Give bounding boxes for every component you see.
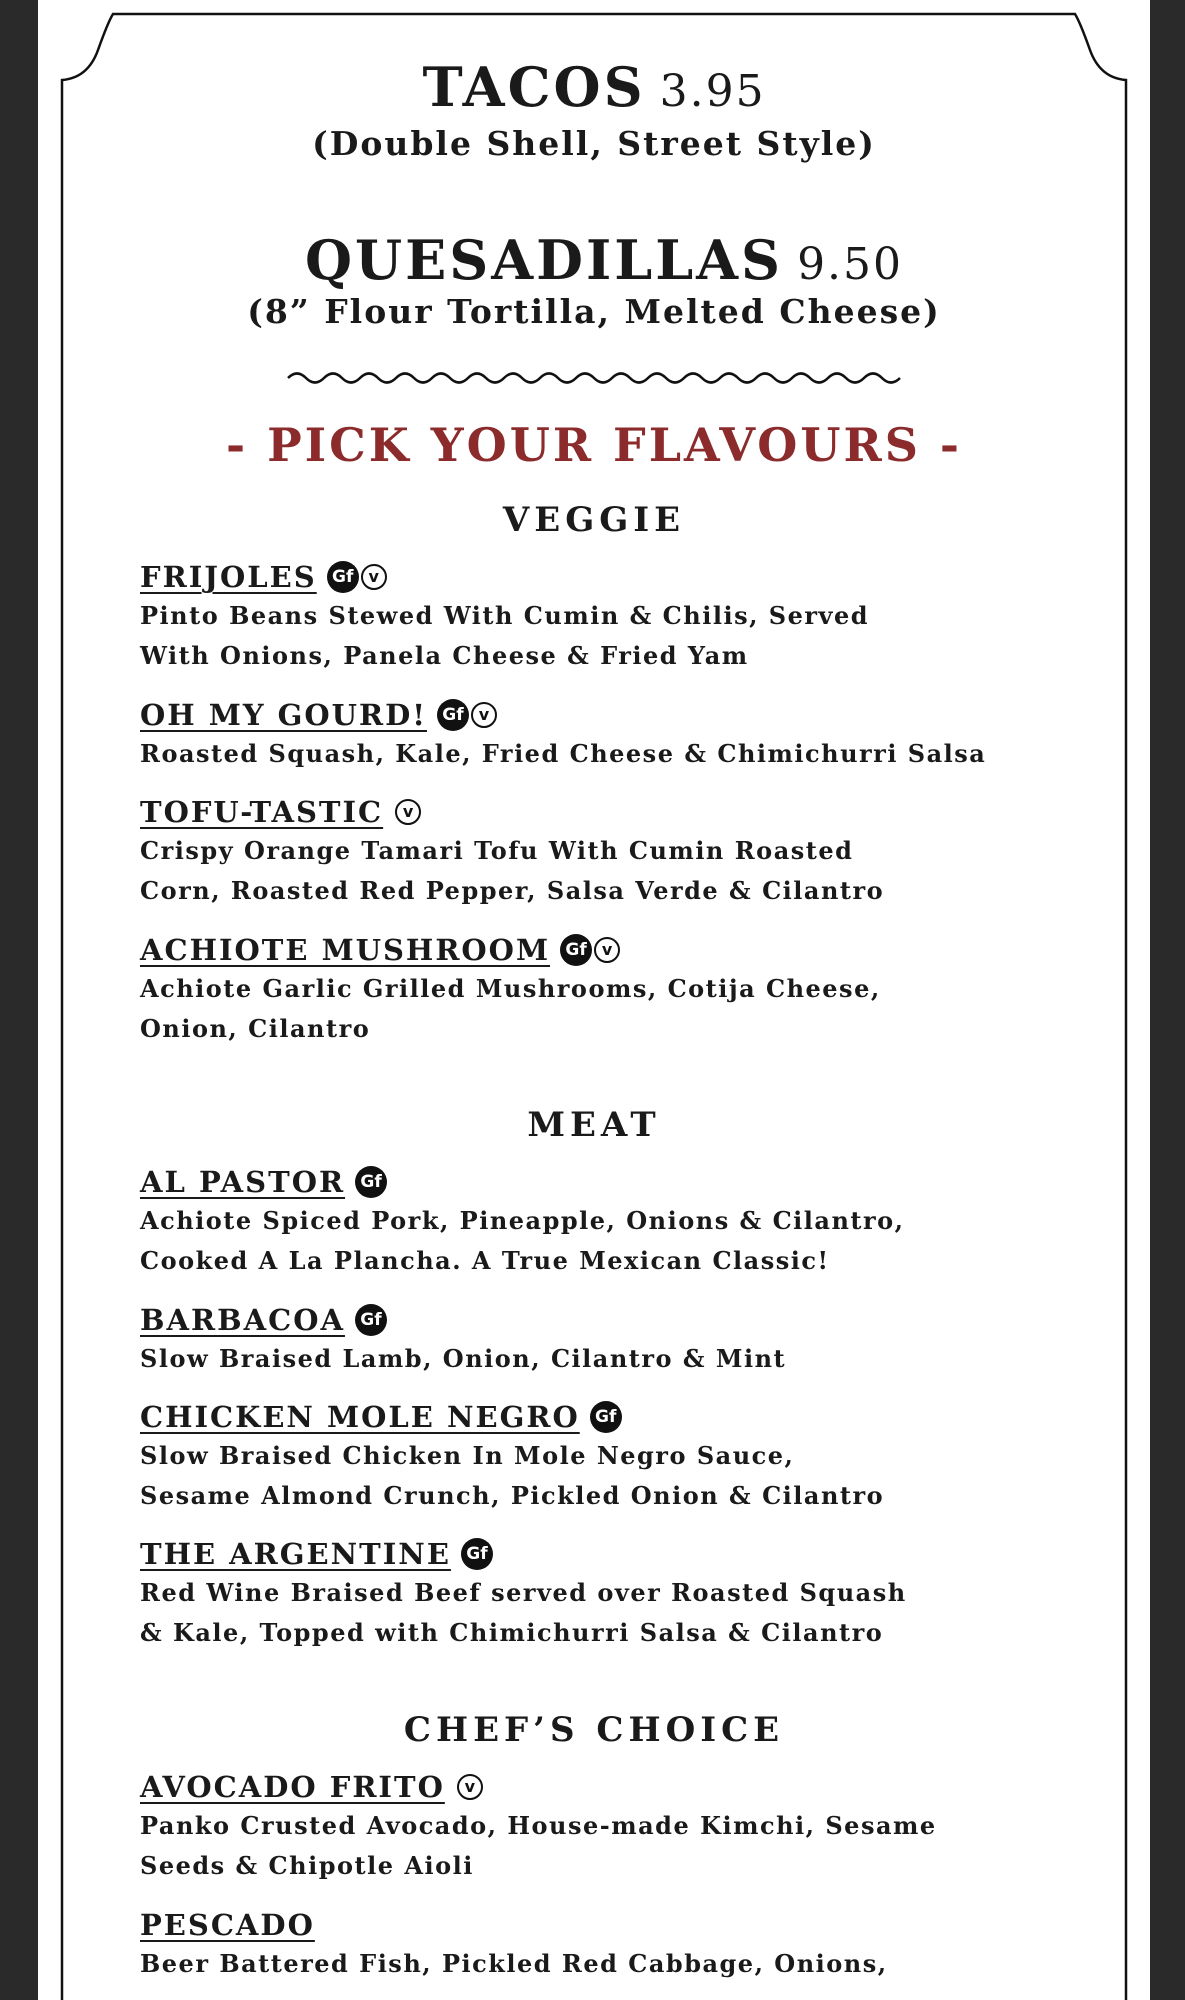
item-description <box>140 1436 1100 1516</box>
quesadillas-heading <box>38 228 1160 292</box>
description-line: Slow Braised Lamb, Onion, Cilantro & Mint <box>140 1344 787 1373</box>
description-line: Onion, Cilantro <box>140 1014 371 1043</box>
flavours-heading: - PICK YOUR FLAVOURS - <box>225 418 963 472</box>
description-line: Seeds & Chipotle Aioli <box>140 1851 474 1880</box>
menu-sheet <box>38 0 1150 2000</box>
vegetarian-icon: v <box>594 937 620 963</box>
description-line: Cooked A La Plancha. A True Mexican Classic! <box>140 1246 830 1275</box>
item-name: PESCADO <box>140 1908 315 1942</box>
item-name: THE ARGENTINE <box>140 1537 451 1571</box>
vegetarian-icon: v <box>471 702 497 728</box>
gluten-free-icon: Gf <box>560 934 592 966</box>
quesadillas-price: 9.50 <box>797 239 904 290</box>
gluten-free-icon: Gf <box>461 1538 493 1570</box>
wave-divider <box>288 374 900 383</box>
item-description <box>140 831 1100 911</box>
gluten-free-icon: Gf <box>437 699 469 731</box>
description-line: Achiote Garlic Grilled Mushrooms, Cotija Cheese, <box>140 974 881 1003</box>
description-line: Corn, Roasted Red Pepper, Salsa Verde & Cilantro <box>140 876 885 905</box>
description-line: Pinto Beans Stewed With Cumin & Chilis, Served <box>140 601 870 630</box>
item-description <box>140 734 1100 774</box>
item-description <box>140 596 1100 676</box>
item-name: FRIJOLES <box>140 560 317 594</box>
section-title-chefs-choice: CHEF’S CHOICE <box>403 1710 785 1750</box>
menu-item <box>140 1908 1100 1984</box>
gluten-free-icon: Gf <box>355 1304 387 1336</box>
menu-item <box>140 1770 1100 1886</box>
tacos-price: 3.95 <box>659 66 766 117</box>
item-name: OH MY GOURD! <box>140 698 427 732</box>
item-description <box>140 1944 1100 1984</box>
vegetarian-icon: v <box>395 799 421 825</box>
vegetarian-icon: v <box>361 564 387 590</box>
vegetarian-icon: v <box>457 1774 483 1800</box>
menu-item <box>140 1400 1100 1516</box>
menu-item <box>140 933 1100 1049</box>
quesadillas-name: QUESADILLAS <box>304 228 784 292</box>
description-line: Beer Battered Fish, Pickled Red Cabbage, Onions, <box>140 1949 888 1978</box>
description-line: With Onions, Panela Cheese & Fried Yam <box>140 641 749 670</box>
item-description <box>140 1806 1100 1886</box>
item-description <box>140 969 1100 1049</box>
menu-item <box>140 560 1100 676</box>
tacos-name: TACOS <box>422 55 646 119</box>
tacos-heading <box>38 55 1150 119</box>
description-line: Panko Crusted Avocado, House-made Kimchi, Sesame <box>140 1811 937 1840</box>
item-name: TOFU-TASTIC <box>140 795 384 829</box>
item-description <box>140 1201 1100 1281</box>
item-name: ACHIOTE MUSHROOM <box>140 933 551 967</box>
item-name: BARBACOA <box>140 1303 345 1337</box>
item-name: CHICKEN MOLE NEGRO <box>140 1400 580 1434</box>
description-line: Crispy Orange Tamari Tofu With Cumin Roasted <box>140 836 854 865</box>
menu-item <box>140 1537 1100 1653</box>
description-line: Roasted Squash, Kale, Fried Cheese & Chimichurri Salsa <box>140 739 987 768</box>
item-description <box>140 1339 1100 1379</box>
item-description <box>140 1573 1100 1653</box>
menu-item <box>140 1303 1100 1379</box>
description-line: Achiote Spiced Pork, Pineapple, Onions & Cilantro, <box>140 1206 905 1235</box>
section-title-veggie: VEGGIE <box>502 500 686 540</box>
gluten-free-icon: Gf <box>590 1401 622 1433</box>
menu-item <box>140 1165 1100 1281</box>
menu-item <box>140 698 1100 774</box>
section-title-meat: MEAT <box>527 1105 661 1145</box>
description-line: Red Wine Braised Beef served over Roasted Squash <box>140 1578 907 1607</box>
gluten-free-icon: Gf <box>327 561 359 593</box>
quesadillas-subtitle: (8” Flour Tortilla, Melted Cheese) <box>247 292 941 331</box>
item-name: AVOCADO FRITO <box>140 1770 445 1804</box>
menu-item <box>140 795 1100 911</box>
item-name: AL PASTOR <box>140 1165 346 1199</box>
description-line: & Kale, Topped with Chimichurri Salsa & Cilantro <box>140 1618 884 1647</box>
description-line: Slow Braised Chicken In Mole Negro Sauce, <box>140 1441 795 1470</box>
gluten-free-icon: Gf <box>355 1166 387 1198</box>
tacos-subtitle: (Double Shell, Street Style) <box>312 124 876 163</box>
description-line: Sesame Almond Crunch, Pickled Onion & Cilantro <box>140 1481 885 1510</box>
